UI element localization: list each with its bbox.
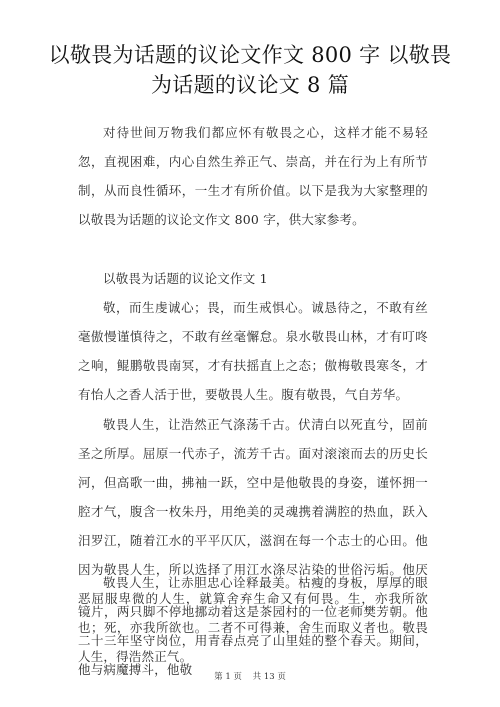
page-number: 第 1 页 [214,672,242,682]
page-total: 共 13 页 [252,672,286,682]
section-title: 以敬畏为话题的议论文作文 1 [103,271,268,286]
body-paragraph-1: 敬，而生虔诚心；畏，而生戒惧心。诚恳待之，不敢有丝毫傲慢谨慎待之，不敢有丝毫懈怠。泉水敬畏山林，才有叮咚之响，鲲鹏敬畏南冥，才有扶摇直上之态；傲梅敬畏寒冬，才有怡人之香人活于世，要敬畏人生。腹有敬畏，气自芳华。 [78,300,428,402]
page-footer [0,672,500,683]
body-paragraph-2: 敬畏人生，让浩然正气涤荡千古。伏清白以死直兮，固前圣之所厚。屈原一代赤子，流芳千古。面对滚滚而去的历史长河，但高歌一曲，拂袖一跃，空中是他敬畏的身姿，谨怀拥一腔才气，腹含一枚朱丹，用绝美的灵魂携着满腔的热血，跃入汨罗江，随着江水的平平仄仄，滋润在每一个志士的心田。他因为敬畏人生，所以选择了用江水涤尽沾染的世俗污垢。他厌恶屈服卑微的人生，就算舍弃生命又有何畏。生，亦我所欲也；死，亦我所欲也。二者不可得兼，舍生而取义者也。敬畏人生，得浩然正气。 [78,417,428,664]
intro-paragraph: 对待世间万物我们都应怀有敬畏之心，这样才能不易轻忽，直视困难，内心自然生养正气、崇高，并在行为上有所节制，从而良性循环，一生才有所价值。以下是我为大家整理的以敬畏为话题的议论文作文 800 字，供大家参考。 [78,125,428,227]
document-title: 以敬畏为话题的议论文作文 800 字 以敬畏为话题的议论文 8 篇 [48,43,452,97]
body-paragraph-3: 敬畏人生，让赤胆忠心诠释最美。枯瘦的身板，厚厚的眼镜片，两只脚不停地挪动着这是茶园村的一位老师樊芳朝。他二十三年坚守岗位，用青春点亮了山里娃的整个春天。期间，他与病魔搏斗，他敬 [78,575,428,677]
